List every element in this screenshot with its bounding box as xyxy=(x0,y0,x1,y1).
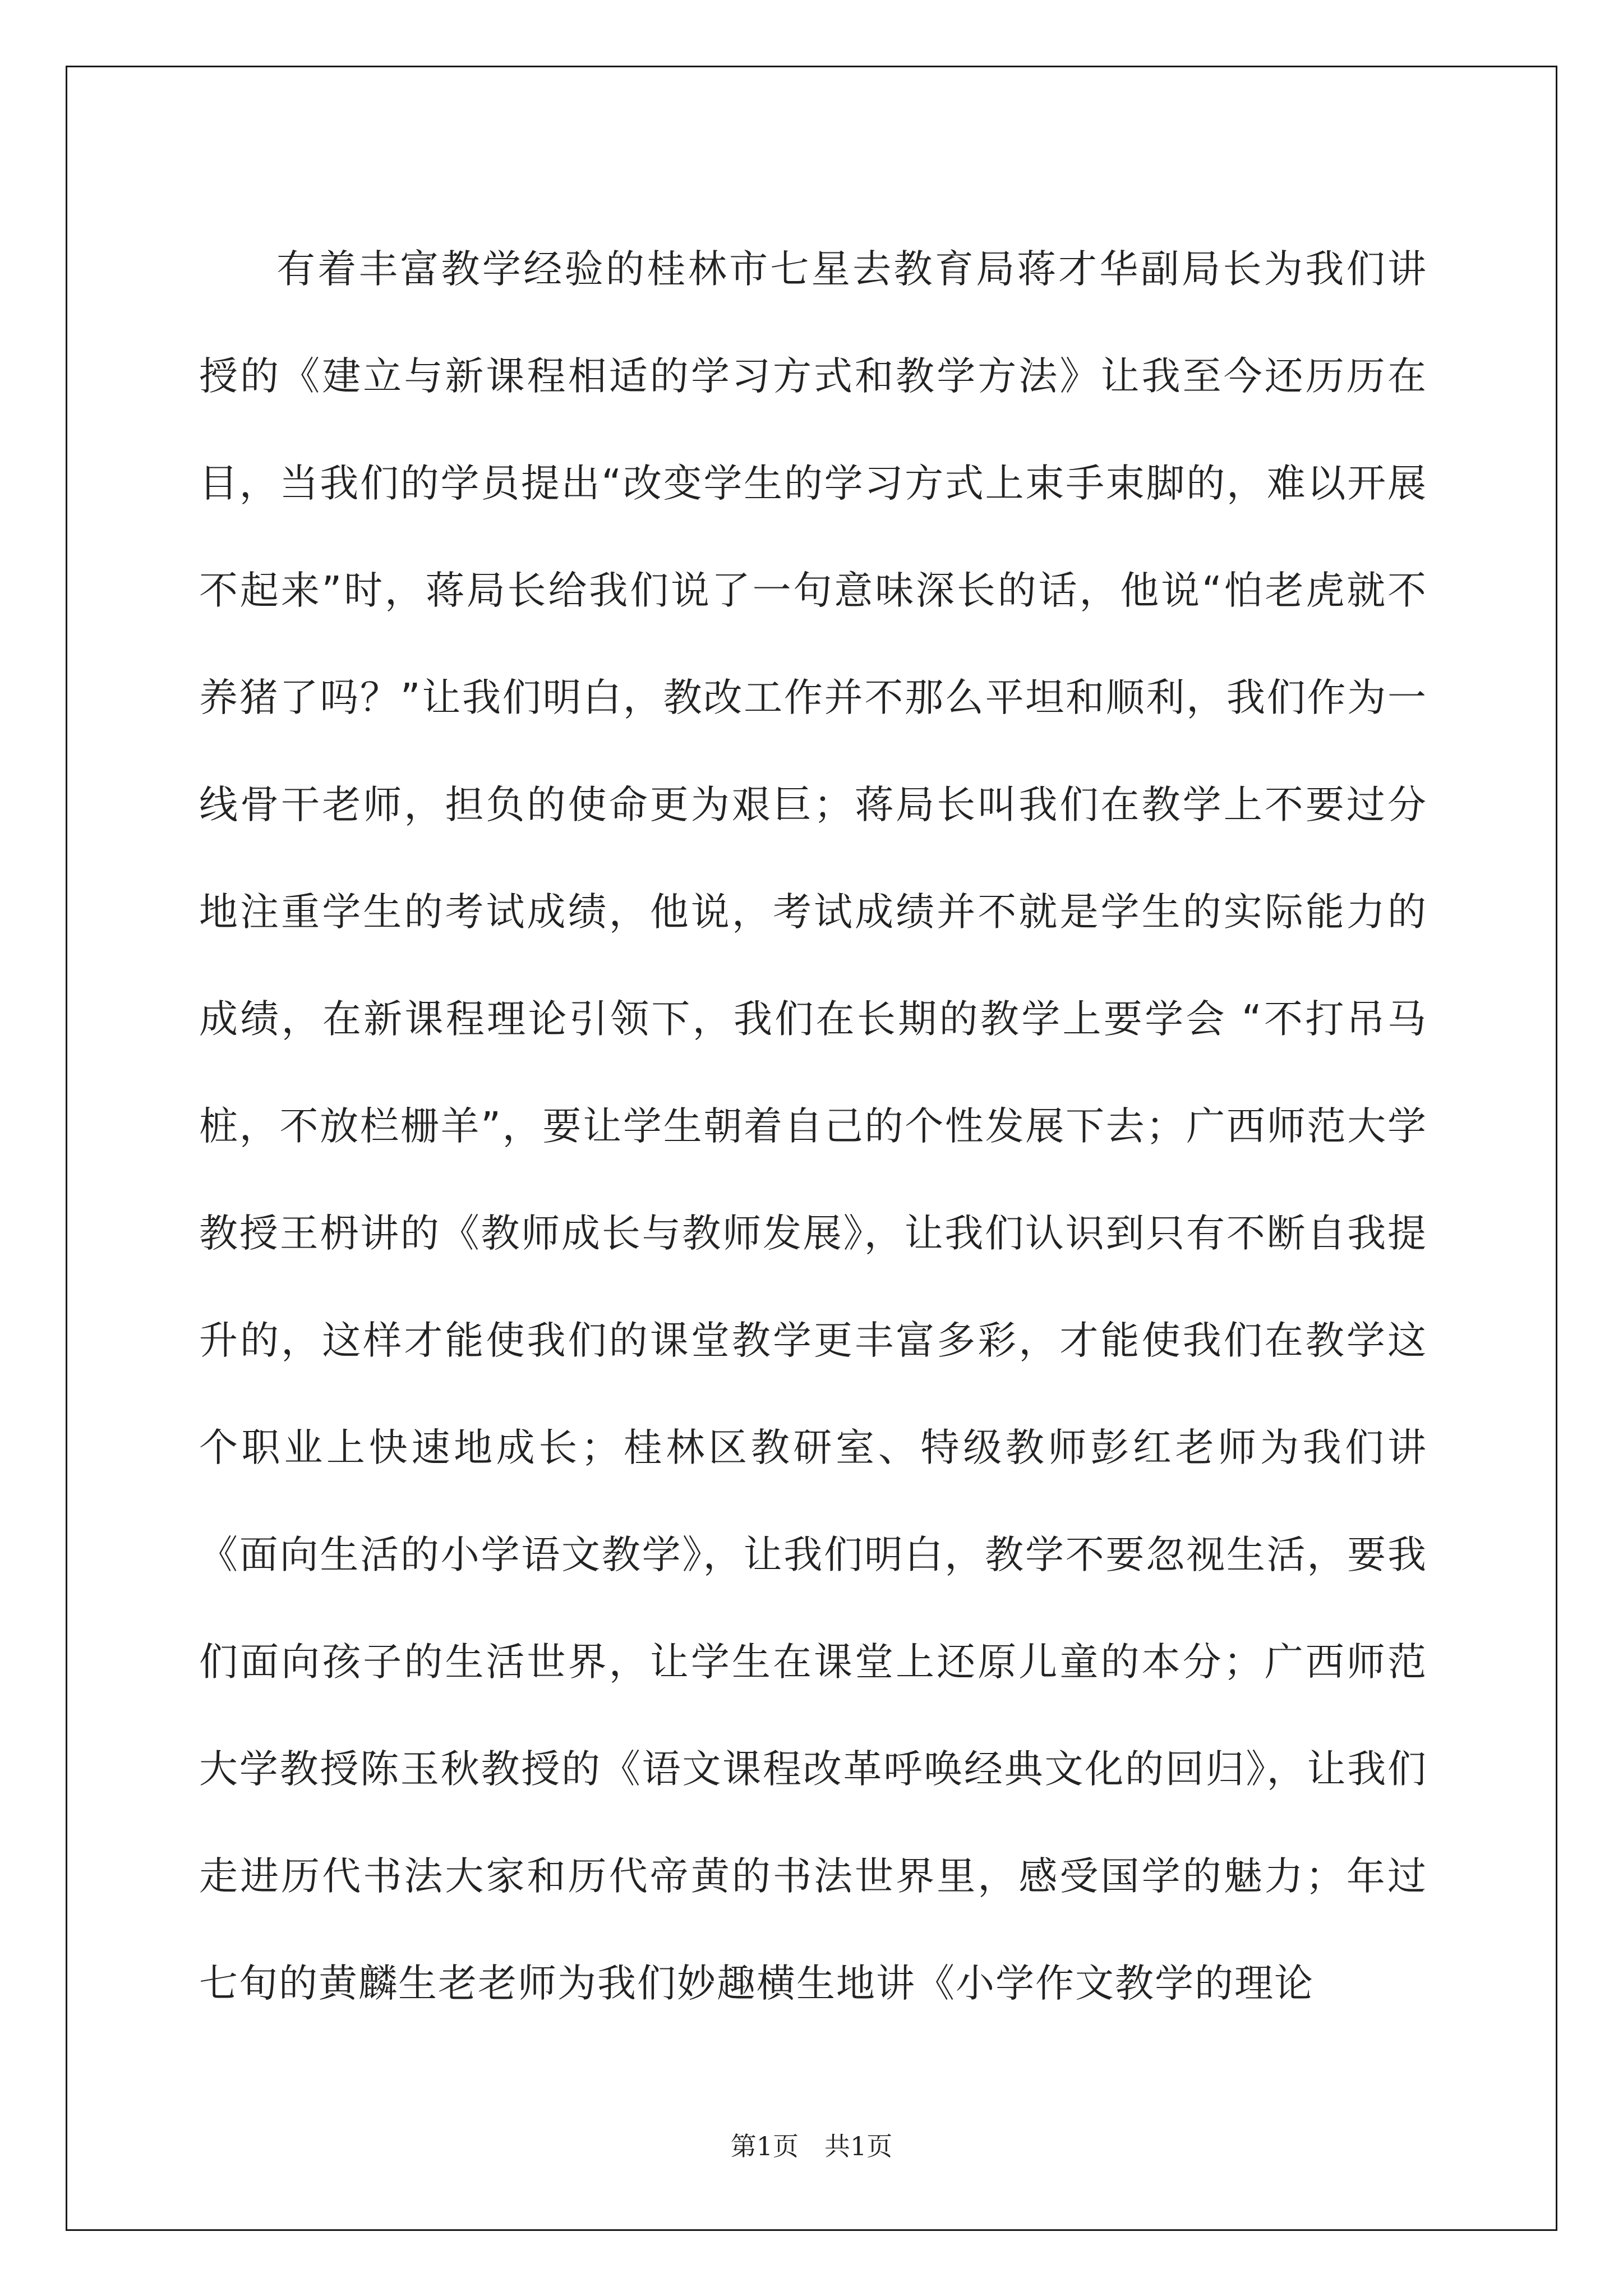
page-footer: 第1页 共1页 xyxy=(730,2131,893,2161)
body-paragraph: 有着丰富教学经验的桂林市七星去教育局蒋才华副局长为我们讲授的《建立与新课程相适的学习方式和教学方法》让我至今还历历在目，当我们的学员提出“改变学生的学习方式上束手束脚的，难以开展不起来”时，蒋局长给我们说了一句意味深长的话，他说“怕老虎就不养猪了吗？”让我们明白，教改工作并不那么平坦和顺利，我们作为一线骨干老师，担负的使命更为艰巨；蒋局长叫我们在教学上不要过分地注重学生的考试成绩，他说，考试成绩并不就是学生的实际能力的成绩，在新课程理论引领下，我们在长期的教学上要学会 “不打吊马桩，不放栏栅羊”，要让学生朝着自己的个性发展下去；广西师范大学教授王枬讲的《教师成长与教师发展》，让我们认识到只有不断自我提升的，这样才能使我们的课堂教学更丰富多彩，才能使我们在教学这个职业上快速地成长；桂林区教研室、特级教师彭红老师为我们讲《面向生活的小学语文教学》，让我们明白，教学不要忽视生活，要我们面向孩子的生活世界，让学生在课堂上还原儿童的本分；广西师范大学教授陈玉秋教授的《语文课程改革呼唤经典文化的回归》，让我们走进历代书法大家和历代帝黄的书法世界里，感受国学的魅力；年过七旬的黄麟生老老师为我们妙趣横生地讲《小学作文教学的理论 xyxy=(199,247,1427,2006)
